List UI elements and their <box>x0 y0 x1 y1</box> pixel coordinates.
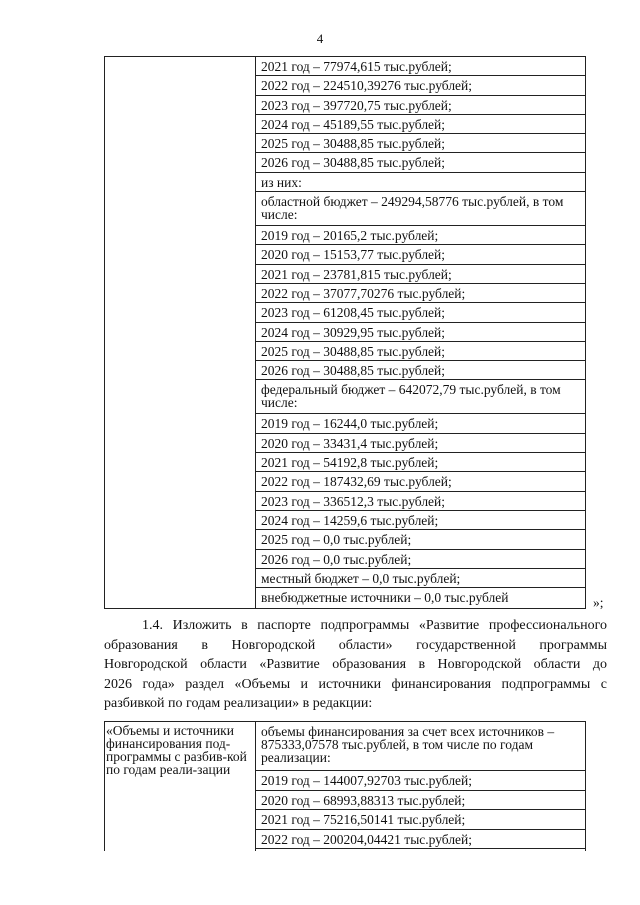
funding-line: 2023 год – 397720,75 тыс.рублей; <box>256 96 585 115</box>
funding-line: 2024 год – 45189,55 тыс.рублей; <box>256 115 585 134</box>
funding-table-continued <box>104 56 586 609</box>
page-number: 4 <box>316 31 324 46</box>
funding-line: 2024 год – 14259,6 тыс.рублей; <box>256 511 585 530</box>
funding-line: 2025 год – 0,0 тыс.рублей; <box>256 530 585 549</box>
funding-line: 2021 год – 77974,615 тыс.рублей; <box>256 57 585 76</box>
funding-line: 2022 год – 187432,69 тыс.рублей; <box>256 472 585 491</box>
paragraph-line: разбивкой по годам реализации» в редакции: <box>104 696 373 711</box>
local-budget-line: местный бюджет – 0,0 тыс.рублей; <box>256 569 585 588</box>
funding-lines <box>256 722 585 849</box>
funding-line: 2020 год – 68993,88313 тыс.рублей; <box>256 791 585 811</box>
funding-line: из них: <box>256 173 585 192</box>
paragraph-line: Новгородской области «Развитие образования в Новгородской области до <box>104 657 607 672</box>
funding-line: 2026 год – 30488,85 тыс.рублей; <box>256 153 585 172</box>
funding-line: 2019 год – 16244,0 тыс.рублей; <box>256 414 585 433</box>
paragraph-line: образования в Новгородской области» государственной программы <box>104 637 607 653</box>
funding-line: 2020 год – 33431,4 тыс.рублей; <box>256 434 585 453</box>
closing-quote: »; <box>593 595 604 610</box>
funding-line: 2021 год – 54192,8 тыс.рублей; <box>256 453 585 472</box>
funding-lines <box>256 57 585 606</box>
federal-budget-line: федеральный бюджет – 642072,79 тыс.рублей, в том числе: <box>256 380 585 414</box>
funding-line: 2025 год – 30488,85 тыс.рублей; <box>256 342 585 361</box>
paragraph-line: 2026 года» раздел «Объемы и источники финансирования подпрограммы с <box>104 676 607 692</box>
funding-line: 2022 год – 37077,70276 тыс.рублей; <box>256 284 585 303</box>
funding-line: 2024 год – 30929,95 тыс.рублей; <box>256 323 585 342</box>
funding-line: 2025 год – 30488,85 тыс.рублей; <box>256 134 585 153</box>
amendment-paragraph <box>104 616 607 714</box>
funding-line: 2021 год – 75216,50141 тыс.рублей; <box>256 810 585 830</box>
funding-line: 2019 год – 144007,92703 тыс.рублей; <box>256 771 585 791</box>
paragraph-line: 1.4. Изложить в паспорте подпрограммы «Развитие профессионального <box>142 618 607 633</box>
funding-line: 2021 год – 23781,815 тыс.рублей; <box>256 265 585 284</box>
funding-line: 2020 год – 15153,77 тыс.рублей; <box>256 245 585 264</box>
funding-line: 2023 год – 336512,3 тыс.рублей; <box>256 492 585 511</box>
total-funding-line: объемы финансирования за счет всех источников – 875333,07578 тыс.рублей, в том числе по годам реализации: <box>256 722 585 771</box>
regional-budget-line: областной бюджет – 249294,58776 тыс.рублей, в том числе: <box>256 192 585 226</box>
funding-line: 2022 год – 224510,39276 тыс.рублей; <box>256 76 585 95</box>
funding-line: 2022 год – 200204,04421 тыс.рублей; <box>256 830 585 850</box>
funding-line: 2026 год – 30488,85 тыс.рублей; <box>256 361 585 380</box>
funding-line: 2023 год – 61208,45 тыс.рублей; <box>256 303 585 322</box>
funding-line: 2019 год – 20165,2 тыс.рублей; <box>256 226 585 245</box>
new-funding-table <box>104 721 586 851</box>
funding-line: 2026 год – 0,0 тыс.рублей; <box>256 550 585 569</box>
extrabudgetary-line: внебюджетные источники – 0,0 тыс.рублей <box>261 590 509 606</box>
section-title-cell: «Объемы и источники финансирования под-программы с разбив-кой по годам реали-зации <box>106 723 247 777</box>
